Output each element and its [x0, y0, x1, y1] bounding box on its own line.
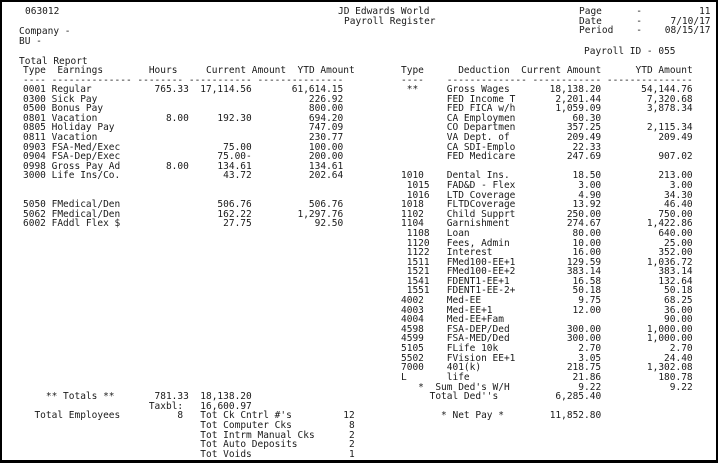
count-value: 2 — [348, 429, 355, 441]
ytd-amount-cell: 50.18 — [664, 285, 693, 297]
deduction-name-cell: Gross Wages — [446, 84, 510, 95]
current-amount-cell: 10.00 — [572, 237, 602, 249]
count-label: Tot Ck Cntrl #'s — [200, 410, 292, 422]
deduction-name-cell: CA SDI-Emplo — [446, 141, 516, 153]
type-cell: 0300 — [23, 93, 46, 105]
earnings-name-cell: FSA-Dep/Exec — [51, 151, 121, 163]
deduction-row — [401, 191, 693, 201]
type-cell: 1511 — [401, 256, 430, 268]
deduction-row — [401, 133, 693, 143]
type-cell: 1104 — [401, 218, 424, 230]
ytd-amount-cell: 61,614.15 — [291, 84, 344, 95]
earnings-name-cell: Regular — [51, 84, 92, 95]
type-cell: 7000 — [401, 362, 424, 374]
deduction-name-cell: Med-EE — [446, 295, 482, 307]
type-cell: 5050 — [23, 199, 46, 211]
meta-separator: - — [636, 6, 642, 17]
taxable-label: Taxbl: — [148, 400, 184, 412]
deduction-row — [401, 267, 693, 277]
ytd-amount-cell: 24.40 — [664, 352, 693, 364]
ytd-amount-cell: 640.00 — [658, 227, 693, 239]
current-amount-cell: 3.00 — [578, 179, 602, 191]
deduction-name-cell: CO Departmen — [446, 122, 516, 134]
deduction-row — [401, 229, 693, 239]
current-amount-cell: 16.58 — [572, 275, 602, 287]
type-cell: 1108 — [401, 227, 430, 239]
current-amount-cell: 300.00 — [566, 323, 602, 335]
type-cell: 4598 — [401, 323, 424, 335]
type-cell: L — [401, 371, 407, 383]
ytd-amount-cell: 36.00 — [664, 304, 693, 316]
ytd-amount-cell: 132.64 — [658, 275, 693, 287]
type-cell: 1541 — [401, 275, 430, 287]
earnings-name-cell: FAddl Flex $ — [51, 218, 121, 230]
current-amount-cell: 27.75 — [223, 218, 252, 230]
report-number: 063012 — [25, 6, 60, 17]
earnings-name-cell: FMedical/Den — [51, 208, 121, 220]
ytd-amount-cell: 209.49 — [658, 131, 693, 143]
ytd-amount-cell: 506.76 — [308, 199, 344, 211]
current-amount-cell: 274.67 — [566, 218, 602, 230]
deduction-row — [401, 373, 693, 383]
current-amount-cell: 17,114.56 — [200, 84, 252, 95]
current-amount-cell: 3.05 — [578, 352, 602, 364]
meta-value: 11 — [699, 6, 711, 17]
deduction-row — [401, 258, 693, 268]
ytd-amount-cell: 1,000.00 — [646, 323, 693, 335]
deduction-name-cell: FED Income T — [446, 93, 516, 105]
earnings-name-cell: Vacation — [51, 112, 98, 124]
taxable-amount: 16,600.97 — [200, 400, 252, 412]
current-amount-cell: 2,201.44 — [555, 93, 602, 105]
ytd-amount-cell: 907.02 — [658, 151, 693, 163]
meta-separator: - — [636, 15, 642, 27]
meta-value: 08/15/17 — [664, 25, 711, 37]
deduction-name-cell: FDENT1-EE+1 — [446, 275, 510, 287]
deduction-name-cell: Child Supprt — [446, 208, 516, 220]
hours-cell: 765.33 — [154, 84, 189, 95]
check-count-row — [23, 431, 355, 441]
ytd-amount-cell: 3,878.34 — [646, 103, 693, 115]
ytd-amount-cell: 9.22 — [669, 381, 693, 393]
report-title: Payroll Register — [344, 16, 436, 27]
type-cell: 1102 — [401, 208, 424, 220]
count-label: Tot Voids — [200, 448, 252, 460]
type-cell: 4003 — [401, 304, 424, 316]
hours-cell: 8.00 — [165, 112, 189, 124]
check-count-row — [23, 440, 355, 450]
deduction-name-cell: FMed100-EE+1 — [446, 256, 516, 268]
earnings-row — [23, 171, 343, 181]
current-amount-cell: 12.00 — [572, 304, 602, 316]
current-amount-cell: 60.30 — [572, 112, 602, 124]
total-employees-label: Total Employees — [34, 410, 121, 422]
current-amount-cell: 13.92 — [572, 199, 602, 211]
deduction-row — [401, 277, 693, 287]
ytd-amount-cell: 180.78 — [658, 371, 693, 383]
deduction-row — [401, 334, 693, 344]
earnings-name-cell: Bonus Pay — [51, 103, 104, 115]
deduction-row — [401, 286, 693, 296]
count-value: 12 — [343, 410, 355, 422]
type-cell: 4599 — [401, 333, 424, 345]
current-amount-cell: 506.76 — [217, 199, 252, 211]
deduction-row — [401, 152, 693, 162]
ytd-amount-cell: 2.70 — [669, 343, 693, 355]
ytd-amount-cell: 1,302.08 — [646, 362, 693, 374]
type-cell: 5502 — [401, 352, 424, 364]
type-cell: 6002 — [23, 218, 46, 230]
ytd-amount-cell: 213.00 — [658, 170, 693, 182]
ytd-amount-cell: 226.92 — [308, 93, 344, 105]
ytd-amount-cell: 54,144.76 — [641, 84, 693, 95]
totals-row — [23, 392, 355, 402]
deduction-name-cell: FED FICA w/h — [446, 103, 516, 115]
current-amount-cell: 75.00- — [217, 151, 252, 163]
current-amount-cell: 18.50 — [572, 170, 602, 182]
ytd-amount-cell: 200.00 — [308, 151, 344, 163]
earnings-row — [23, 181, 343, 191]
ytd-amount-cell: 7,320.68 — [646, 93, 693, 105]
deductions-divider: ---- -------------- ------------ --------------- — [401, 74, 693, 86]
earnings-table — [23, 85, 343, 229]
deduction-name-cell: CA Employmen — [446, 112, 516, 124]
deduction-name-cell: FDENT1-EE-2+ — [446, 285, 516, 297]
ytd-amount-cell: 352.00 — [658, 247, 693, 259]
ytd-amount-cell: 100.00 — [308, 141, 344, 153]
current-amount-cell: 16.00 — [572, 247, 602, 259]
current-amount-cell: 192.30 — [217, 112, 252, 124]
type-cell: 5105 — [401, 343, 424, 355]
ytd-amount-cell: 230.77 — [308, 131, 344, 143]
deductions-table — [401, 85, 693, 382]
page-meta — [579, 7, 711, 36]
total-deds-label: Total Ded''s — [401, 391, 499, 403]
type-cell: 0801 — [23, 112, 46, 124]
ytd-amount-cell: 202.64 — [308, 170, 344, 182]
deduction-name-cell: Interest — [446, 247, 493, 259]
ytd-amount-cell: 747.09 — [308, 122, 344, 134]
current-amount-cell: 218.75 — [566, 362, 602, 374]
current-amount-cell: 2.70 — [578, 343, 602, 355]
meta-label: Page — [579, 6, 602, 17]
meta-value: 7/10/17 — [670, 15, 711, 27]
count-value: 1 — [348, 448, 355, 460]
current-amount-cell: 134.61 — [217, 160, 252, 172]
total-deds-row — [401, 392, 693, 402]
earnings-row — [23, 219, 343, 229]
deduction-name-cell: life — [446, 371, 470, 383]
earnings-header-row: Type Earnings Hours Current Amount YTD Amount — [23, 65, 355, 76]
current-amount-cell: 129.59 — [566, 256, 602, 268]
current-amount-cell: 21.86 — [572, 371, 602, 383]
current-amount-cell: 75.00 — [223, 141, 252, 153]
deduction-name-cell: FMed100-EE+2 — [446, 266, 516, 278]
deduction-name-cell: VA Dept. of — [446, 131, 510, 143]
deduction-row — [401, 104, 693, 114]
deductions-summary-block — [401, 383, 693, 421]
check-count-row — [23, 450, 355, 460]
type-cell: 1521 — [401, 266, 430, 278]
ytd-amount-cell: 1,297.76 — [297, 208, 344, 220]
deduction-row — [401, 171, 693, 181]
ytd-amount-cell: 1,036.72 — [646, 256, 693, 268]
type-cell: 0805 — [23, 122, 46, 134]
deduction-name-cell: Fees, Admin — [446, 237, 510, 249]
ytd-amount-cell: 46.40 — [664, 199, 693, 211]
deduction-name-cell: Garnishment — [446, 218, 510, 230]
current-amount-cell: 18,138.20 — [549, 84, 602, 95]
earnings-totals-block — [23, 392, 355, 459]
count-value: 8 — [348, 419, 355, 431]
meta-separator: - — [636, 25, 642, 37]
total-report-label: Total Report — [19, 56, 88, 67]
ytd-amount-cell: 25.00 — [664, 237, 693, 249]
deduction-name-cell: LTD Coverage — [446, 189, 516, 201]
ytd-amount-cell: 34.30 — [664, 189, 693, 201]
total-employees-row — [23, 411, 355, 421]
bu-label: BU - — [19, 35, 42, 47]
type-cell: 0001 — [23, 84, 46, 95]
type-cell: 4004 — [401, 314, 424, 326]
meta-label: Period — [579, 25, 614, 37]
type-cell: 1018 — [401, 199, 424, 211]
type-cell: 1016 — [401, 189, 430, 201]
deduction-row — [401, 239, 693, 249]
deduction-row — [401, 296, 693, 306]
ytd-amount-cell: 92.50 — [314, 218, 344, 230]
type-cell: 1122 — [401, 247, 430, 259]
deductions-header-row: Type Deduction Current Amount YTD Amount — [401, 65, 693, 76]
deduction-name-cell: FLife 10k — [446, 343, 499, 355]
ytd-amount-cell: 383.14 — [658, 266, 693, 278]
sum-deds-label: * Sum Ded's W/H — [401, 381, 510, 393]
type-cell: 0500 — [23, 103, 46, 115]
current-amount-cell: 247.69 — [566, 151, 602, 163]
net-pay-label: * Net Pay * — [401, 410, 504, 422]
earnings-name-cell: Holiday Pay — [51, 122, 115, 134]
count-label: Tot Intrm Manual Cks — [200, 429, 315, 441]
type-cell: 3000 — [23, 170, 46, 182]
ytd-amount-cell: 1,422.86 — [646, 218, 693, 230]
deduction-row — [401, 200, 693, 210]
deduction-row — [401, 123, 693, 133]
type-cell: 0904 — [23, 151, 46, 163]
current-amount-cell: 43.72 — [223, 170, 252, 182]
payroll-id: Payroll ID - 055 — [584, 46, 676, 57]
count-label: Tot Auto Deposits — [200, 439, 298, 451]
current-amount-cell: 300.00 — [566, 333, 602, 345]
type-cell: 5062 — [23, 208, 46, 220]
ytd-amount-cell: 3.00 — [669, 179, 693, 191]
ytd-amount-cell: 90.00 — [664, 314, 693, 326]
current-amount-cell: 383.14 — [566, 266, 602, 278]
deduction-name-cell: FED Medicare — [446, 151, 516, 163]
hours-cell: 8.00 — [165, 160, 189, 172]
totals-hours: 781.33 — [154, 391, 189, 403]
earnings-name-cell: FSA-Med/Exec — [51, 141, 121, 153]
page-meta-row — [579, 26, 711, 36]
current-amount-cell: 6,285.40 — [555, 391, 602, 403]
deduction-row — [401, 219, 693, 229]
earnings-name-cell: Gross Pay Ad — [51, 160, 121, 172]
deduction-name-cell: Med-EE+1 — [446, 304, 493, 316]
deduction-name-cell: Loan — [446, 227, 470, 239]
deduction-row — [401, 143, 693, 153]
totals-label: ** Totals ** — [45, 391, 115, 403]
deduction-row — [401, 363, 693, 373]
total-employees-value: 8 — [177, 410, 184, 422]
type-cell: 1010 — [401, 170, 424, 182]
earnings-name-cell: Sick Pay — [51, 93, 98, 105]
deduction-name-cell: FAD&D - Flex — [446, 179, 516, 191]
ytd-amount-cell: 750.00 — [658, 208, 693, 220]
deduction-row — [401, 181, 693, 191]
current-amount-cell: 162.22 — [217, 208, 252, 220]
ytd-amount-cell: 2,115.34 — [646, 122, 693, 134]
meta-label: Date — [579, 15, 602, 27]
type-cell: 1120 — [401, 237, 430, 249]
earnings-name-cell: FMedical/Den — [51, 199, 121, 211]
type-cell: ** — [401, 84, 419, 95]
count-value: 2 — [348, 439, 355, 451]
deduction-name-cell: Dental Ins. — [446, 170, 510, 182]
current-amount-cell: 4.90 — [578, 189, 602, 201]
type-cell: 0903 — [23, 141, 46, 153]
deduction-row — [401, 344, 693, 354]
ytd-amount-cell: 134.61 — [308, 160, 344, 172]
count-label: Tot Computer Cks — [200, 419, 292, 431]
ytd-amount-cell: 800.00 — [308, 103, 344, 115]
type-cell: 0998 — [23, 160, 46, 172]
current-amount-cell: 209.49 — [566, 131, 602, 143]
earnings-name-cell: Life Ins/Co. — [51, 170, 121, 182]
system-title: JD Edwards World — [338, 6, 430, 17]
current-amount-cell: 357.25 — [566, 122, 602, 134]
current-amount-cell: 9.22 — [578, 381, 602, 393]
net-pay-row — [401, 411, 693, 421]
current-amount-cell: 250.00 — [566, 208, 602, 220]
deduction-name-cell: FLTDCoverage — [446, 199, 516, 211]
deduction-name-cell: 401(k) — [446, 362, 482, 374]
ytd-amount-cell: 1,000.00 — [646, 333, 693, 345]
earnings-name-cell: Vacation — [51, 131, 98, 143]
type-cell: 1551 — [401, 285, 430, 297]
current-amount-cell: 11,852.80 — [549, 410, 602, 422]
type-cell: 4002 — [401, 295, 424, 307]
deduction-row — [401, 306, 693, 316]
deduction-name-cell: FSA-MED/Ded — [446, 333, 510, 345]
earnings-divider: ---- -------------- -------- ----------- --------------- — [23, 74, 344, 86]
type-cell: 0811 — [23, 131, 46, 143]
company-label: Company - — [19, 26, 71, 37]
deduction-name-cell: FVision EE+1 — [446, 352, 516, 364]
deduction-row — [401, 162, 693, 172]
current-amount-cell: 80.00 — [572, 227, 602, 239]
ytd-amount-cell: 68.25 — [664, 295, 693, 307]
ytd-amount-cell: 694.20 — [308, 112, 344, 124]
current-amount-cell: 50.18 — [572, 285, 602, 297]
deduction-name-cell: FSA-DEP/Ded — [446, 323, 510, 335]
current-amount-cell: 9.75 — [578, 295, 602, 307]
current-amount-cell: 1,059.09 — [555, 103, 602, 115]
totals-current: 18,138.20 — [200, 391, 252, 403]
current-amount-cell: 22.33 — [572, 141, 602, 153]
deduction-name-cell: Med-EE+Fam — [446, 314, 504, 326]
type-cell: 1015 — [401, 179, 430, 191]
